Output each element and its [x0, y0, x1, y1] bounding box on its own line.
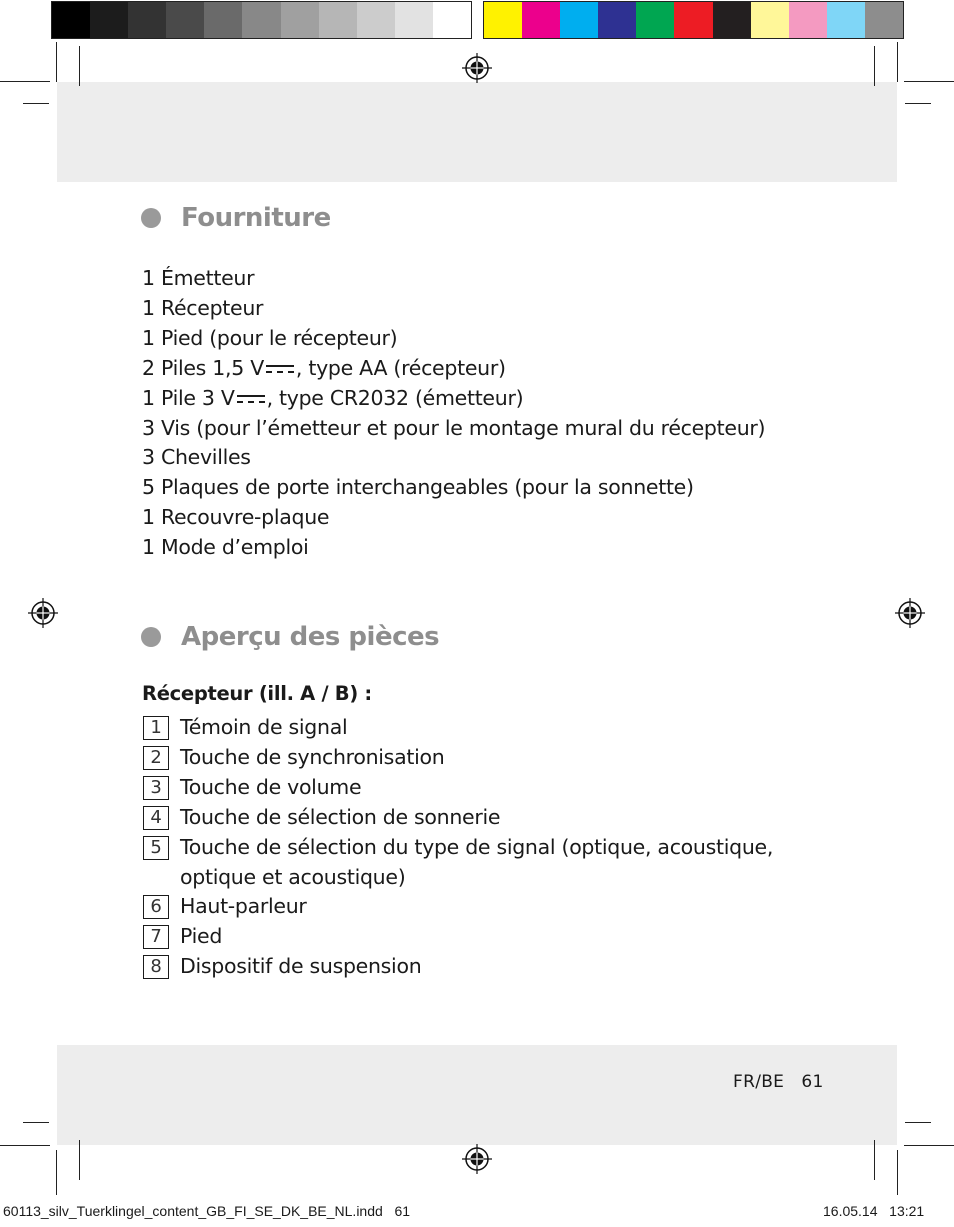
- contents-list: [142, 264, 765, 563]
- footer-band: [57, 1045, 897, 1145]
- color-swatch: [204, 2, 242, 38]
- color-swatch: [636, 2, 674, 38]
- registration-mark-icon: [895, 598, 925, 628]
- color-swatch: [560, 2, 598, 38]
- list-item: 2 Touche de synchronisation: [143, 743, 820, 773]
- part-number: 7: [143, 925, 169, 949]
- bullet-icon: [141, 208, 161, 228]
- list-item: 1 Émetteur: [142, 266, 255, 290]
- process-color-bar: [483, 1, 904, 39]
- list-item: 1 Mode d’emploi: [142, 535, 309, 560]
- list-item: 1 Pile 3 V , type CR2032 (émetteur): [142, 385, 524, 410]
- registration-mark-icon: [28, 598, 58, 628]
- part-number: 2: [143, 746, 169, 770]
- part-number: 3: [143, 776, 169, 800]
- list-item: 5 Plaques de porte interchangeables (pour la sonnette): [142, 475, 694, 500]
- list-item: 7 Pied: [143, 922, 820, 952]
- grayscale-color-bar: [51, 1, 472, 39]
- color-swatch: [281, 2, 319, 38]
- color-swatch: [319, 2, 357, 38]
- color-swatch: [789, 2, 827, 38]
- list-item: 8 Dispositif de suspension: [143, 952, 820, 982]
- part-number: 4: [143, 806, 169, 830]
- color-swatch: [827, 2, 865, 38]
- list-item: 4 Touche de sélection de sonnerie: [143, 803, 820, 833]
- color-swatch: [865, 2, 903, 38]
- section-heading-apercu: [141, 622, 439, 652]
- part-number: 8: [143, 955, 169, 979]
- list-item: 1 Pied (pour le récepteur): [142, 325, 398, 350]
- bullet-icon: [141, 627, 161, 647]
- color-swatch: [598, 2, 636, 38]
- header-band: [57, 82, 897, 182]
- registration-mark-icon: [462, 1144, 492, 1174]
- color-swatch: [751, 2, 789, 38]
- list-item: 1 Témoin de signal: [143, 713, 820, 743]
- list-item: 3 Chevilles: [142, 445, 251, 470]
- color-swatch: [433, 2, 471, 38]
- list-item: 3 Touche de volume: [143, 773, 820, 803]
- part-number: 5: [143, 836, 169, 860]
- part-number: 6: [143, 895, 169, 919]
- parts-list: [143, 713, 820, 982]
- color-swatch: [90, 2, 128, 38]
- footer-timestamp: 16.05.14 13:21: [823, 1203, 925, 1219]
- color-swatch: [128, 2, 166, 38]
- list-item: 3 Vis (pour l’émetteur et pour le montage mural du récepteur): [142, 415, 766, 440]
- list-item: 5 Touche de sélection du type de signal (optique, acoustique, optique et acoustique): [143, 833, 820, 893]
- heading-text: Aperçu des pièces: [181, 622, 440, 652]
- heading-text: Fourniture: [181, 203, 331, 233]
- part-number: 1: [143, 716, 169, 740]
- color-swatch: [52, 2, 90, 38]
- color-swatch: [357, 2, 395, 38]
- color-swatch: [242, 2, 280, 38]
- list-item: 1 Recouvre-plaque: [142, 505, 330, 530]
- dc-voltage-icon: [266, 363, 294, 375]
- color-swatch: [484, 2, 522, 38]
- list-item: 2 Piles 1,5 V , type AA (récepteur): [142, 355, 506, 380]
- registration-mark-icon: [462, 53, 492, 83]
- section-heading-fourniture: [141, 203, 331, 233]
- color-swatch: [674, 2, 712, 38]
- footer-filename: 60113_silv_Tuerklingel_content_GB_FI_SE_DK_BE_NL.indd 61: [3, 1203, 411, 1219]
- page-number: FR/BE 61: [733, 1072, 824, 1092]
- color-swatch: [522, 2, 560, 38]
- list-item: 1 Récepteur: [142, 295, 264, 320]
- color-swatch: [395, 2, 433, 38]
- receiver-subheading: Récepteur (ill. A / B) :: [142, 682, 372, 705]
- dc-voltage-icon: [237, 393, 265, 405]
- color-swatch: [166, 2, 204, 38]
- color-swatch: [713, 2, 751, 38]
- list-item: 6 Haut-parleur: [143, 892, 820, 922]
